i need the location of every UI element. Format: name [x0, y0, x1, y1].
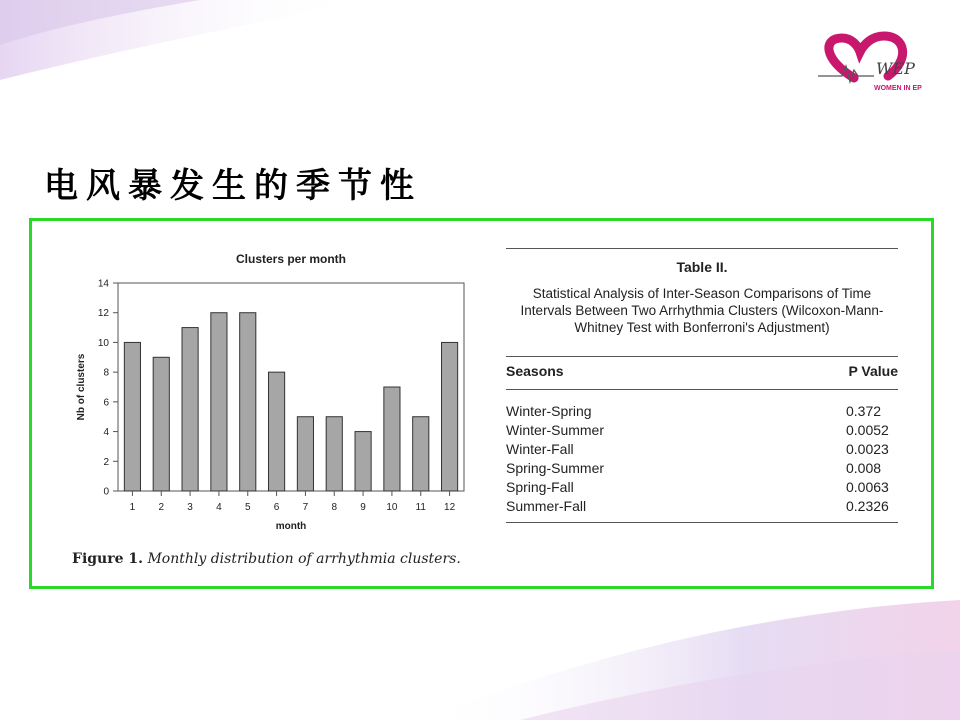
table-header-p-value: P Value	[848, 363, 898, 379]
bar	[124, 342, 140, 491]
y-axis-label: Nb of clusters	[76, 353, 87, 421]
x-tick-label: 5	[244, 502, 251, 513]
bar	[384, 387, 400, 491]
logo-mark: WEP	[876, 59, 915, 78]
bar	[413, 417, 429, 491]
table-cell-season: Winter-Spring	[506, 403, 592, 419]
y-tick-label: 10	[97, 337, 109, 349]
figure-caption-text: Monthly distribution of arrhythmia clusters.	[147, 551, 461, 567]
slide-title: 电风暴发生的季节性	[44, 166, 422, 206]
y-tick-label: 12	[97, 308, 109, 320]
table-header	[506, 357, 898, 389]
table-cell-p-value: 0.008	[846, 460, 882, 476]
y-tick-label: 0	[103, 486, 109, 498]
bar	[442, 342, 458, 491]
table-row	[506, 402, 898, 421]
chart-title: Clusters per month	[235, 252, 347, 266]
table-cell-p-value: 0.372	[846, 403, 882, 419]
bar	[182, 328, 198, 491]
bar	[153, 357, 169, 491]
table-row	[506, 497, 898, 516]
figure-frame	[29, 218, 934, 589]
women-in-ep-logo	[814, 30, 936, 102]
table-ii	[506, 248, 898, 523]
x-tick-label: 11	[415, 502, 426, 513]
table-description: Statistical Analysis of Inter-Season Comparisons of Time Intervals Between Two Arrhythmia Clusters (Wilcoxon-Mann-Whitney Test with Bonferroni's Adjustment)	[520, 286, 884, 335]
table-cell-p-value: 0.2326	[846, 498, 889, 514]
heart-logo-icon	[814, 30, 936, 102]
x-tick-label: 1	[129, 502, 136, 513]
bar	[326, 417, 342, 491]
table-top-rule	[506, 248, 898, 249]
bar-chart	[72, 231, 472, 546]
table-cell-p-value: 0.0063	[846, 479, 889, 495]
table-title: Table II.	[676, 259, 728, 275]
table-row	[506, 478, 898, 497]
y-tick-label: 6	[103, 397, 109, 409]
table-row	[506, 440, 898, 459]
x-tick-label: 6	[273, 502, 280, 513]
table-cell-season: Winter-Fall	[506, 441, 574, 457]
table-cell-season: Spring-Fall	[506, 479, 574, 495]
bar	[297, 417, 313, 491]
x-axis-label: month	[275, 521, 307, 532]
y-tick-label: 2	[103, 456, 109, 468]
x-tick-label: 2	[158, 502, 165, 513]
table-row	[506, 459, 898, 478]
table-row	[506, 421, 898, 440]
table-bottom-rule	[506, 522, 898, 523]
y-tick-label: 14	[97, 278, 109, 290]
table-cell-season: Spring-Summer	[506, 460, 605, 476]
table-body	[506, 390, 898, 522]
x-tick-label: 4	[216, 502, 222, 513]
bar	[240, 313, 256, 491]
bar	[269, 372, 285, 491]
y-tick-label: 4	[103, 427, 109, 439]
bar	[211, 313, 227, 491]
table-header-seasons: Seasons	[506, 363, 564, 379]
figure-caption	[72, 551, 461, 567]
x-tick-label: 12	[444, 502, 456, 513]
y-tick-label: 8	[103, 367, 109, 379]
x-tick-label: 8	[331, 502, 338, 513]
table-cell-season: Winter-Summer	[506, 422, 605, 438]
x-tick-label: 10	[386, 502, 398, 513]
x-tick-label: 3	[187, 502, 193, 513]
logo-tagline: WOMEN IN EP	[874, 85, 922, 92]
table-cell-p-value: 0.0023	[846, 441, 889, 457]
bar	[355, 432, 371, 491]
table-cell-p-value: 0.0052	[846, 422, 889, 438]
x-tick-label: 9	[360, 502, 366, 513]
figure-caption-label: Figure 1.	[72, 551, 143, 567]
x-tick-label: 7	[302, 502, 309, 513]
plot-area	[118, 283, 464, 491]
table-cell-season: Summer-Fall	[506, 498, 587, 514]
